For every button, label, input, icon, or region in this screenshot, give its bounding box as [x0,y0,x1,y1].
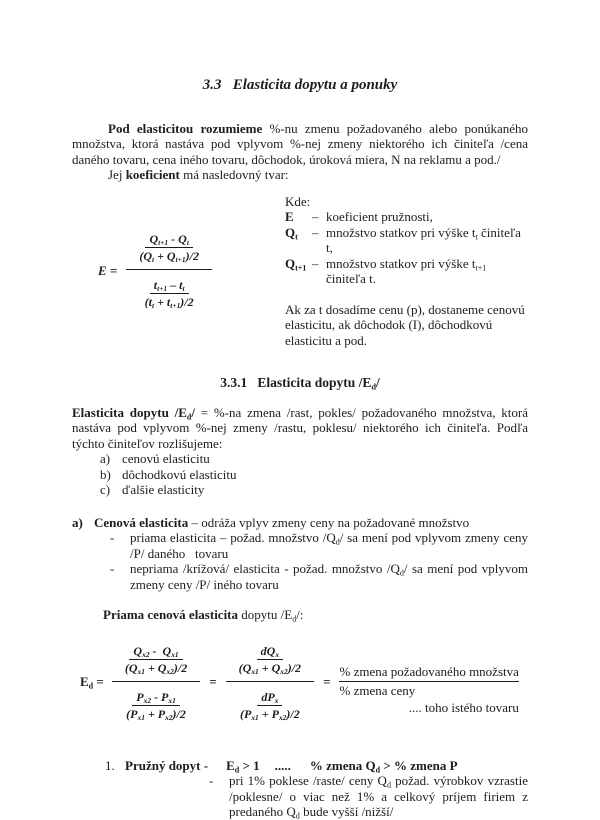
price-elasticity-section [72,515,528,623]
list-text: cenovú elasticitu [122,451,210,466]
formula2-f2-numerator [226,644,314,682]
legend-note: Ak za t dosadíme cenu (p), dostaneme cenovú elasticitu, ak dôchodok (I), dôchodkovú elasticitu a pod. [285,301,525,348]
dash-marker: - [209,773,214,788]
direct-elasticity-rest: dopytu $/E_d/$: [238,607,304,624]
coefficient-bold: koeficient [125,167,180,182]
elasticity-type-list [100,451,528,498]
legend-term: $Q_{t+1}$ [285,255,307,272]
price-elasticity-title-line [94,515,469,531]
item-explanation-text: pri 1% poklese /raste/ ceny $Q_d$ požad. výrobkov vzrastie /poklesne/ o viac než 1% a celkový príjem firiem z predaného $Q_d$ bude vyšší /nižší/ [229,773,528,820]
item-number: 1. [105,757,115,773]
list-item [100,482,528,498]
dash-marker: - [110,561,115,576]
formula2-f1-num-top: $Q_{x2} - Q_{x1}$ [129,644,182,660]
price-elasticity-formula [80,644,528,721]
elasticity-formula [72,194,285,349]
intro-paragraph [72,121,528,168]
formula1-den-top: $t_{t+1} - t_t$ [150,278,189,294]
demand-elasticity-paragraph [72,405,528,452]
elastic-demand-item [105,758,528,820]
item-explanation [209,773,528,820]
legend-term: E [285,209,294,224]
verbal-note: .... toho istého tovaru [408,700,519,716]
legend-block [285,194,528,349]
formula2-f1-den-bottom: $(P_{x1} + P_{x2})/2$ [126,706,186,722]
direct-elasticity-subheading [103,607,528,623]
formula2-f2-den-fraction [240,690,300,721]
coefficient-pre: Jej [108,167,126,182]
list-text: ďalšie elasticity [122,482,205,497]
formula1-numerator-fraction [139,232,199,263]
formula2-fraction-1 [112,644,200,721]
dash-text: nepriama /krížová/ elasticita - požad. množstvo $/Q_d/$ sa mení pod vplyvom zmeny ceny /P/ iného tovaru [130,561,528,592]
elasticity-formula-section [72,194,528,349]
legend-desc: množstvo statkov pri výške $t_{t+1}$ činiteľa t. [326,255,487,286]
legend-row [285,256,528,287]
dash-text: priama elasticita – požad. množstvo $/Q_d/$ sa mení pod vplyvom zmeny ceny /P/ daného tovaru [130,530,528,561]
formula2-f1-num-bottom: $(Q_{x1} + Q_{x2})/2$ [124,660,188,676]
formula1-denominator-fraction [145,278,194,309]
formula2-f1-den-top: $P_{x2} - P_{x1}$ [132,690,180,706]
verbal-numerator: % zmena požadovaného množstva [339,664,518,682]
formula2-f2-num-bottom: $(Q_{x1} + Q_{x2})/2$ [238,660,302,676]
dash-list-item [110,530,528,561]
legend-row [285,209,528,225]
formula1-denominator [132,270,207,309]
coefficient-post: má nasledovný tvar: [179,167,289,182]
legend-dash: – [312,209,319,224]
formula1-den-bottom: $(t_t + t_{t+1})/2$ [144,295,194,311]
list-item [100,451,528,467]
equals-sign: = [323,674,331,690]
dash-list-item [110,561,528,592]
intro-lead-bold: Pod elasticitou rozumieme [108,120,263,136]
demand-elasticity-lead: Elasticita dopytu $/E_d/$ [72,404,195,421]
formula1-lhs: E = [98,263,118,278]
formula1-num-top: $Q_{t+1} - Q_t$ [145,232,192,248]
formula1-numerator [126,232,212,270]
item-result: % zmena $Q_d$ > % zmena P [309,757,458,774]
price-elasticity-heading [72,515,528,531]
item-condition: $E_d > 1$ [226,757,260,774]
formula2-verbal-term [339,664,518,716]
price-elasticity-title: Cenová elasticita [94,514,189,530]
formula2-f2-num-top: $dQ_x$ [257,644,283,660]
demand-elasticity-rest: = %-na zmena /rast, pokles/ požadovaného množstva, ktorá nastáva pod vplyvom %-nej zmeny /rastu, poklesu/ niektorého ich činiteľa. Podľa týchto činiteľov rozlišujeme: [72,404,529,451]
legend-term: $Q_t$ [285,224,298,241]
verbal-fraction [339,664,518,698]
list-marker: b) [100,466,111,482]
formula2-f1-denominator [113,682,199,721]
formula2-f1-numerator [112,644,200,682]
formula2-f1-num-fraction [125,644,187,675]
list-marker: a) [100,451,111,466]
legend-dash: – [312,255,319,271]
dash-marker: - [110,530,115,545]
formula2-fraction-2 [226,644,314,721]
legend-dash: – [312,224,319,240]
list-item [100,467,528,483]
formula2-f2-num-fraction [239,644,301,675]
intro-lead-rest: %-nu zmenu požadovaného alebo ponúkaného množstva, ktorá nastáva pod vplyvom %-nej zmeny niektorého ich činiteľa /cena daného tovaru, cena iného tovaru, dôchodok, úroková miera, N na reklamu a pod./ [72,120,528,167]
section-title: 3.3 Elasticita dopytu a ponuky [202,77,398,93]
formula2-f2-denominator [227,682,313,721]
legend-desc: množstvo statkov pri výške $t_t$ činiteľa t, [326,224,521,255]
legend-label: Kde: [285,193,311,209]
direct-elasticity-bold: Priama cenová elasticita [103,607,239,622]
formula2-f2-den-bottom: $(P_{x1} + P_{x2})/2$ [240,706,300,722]
formula2-f1-den-fraction [126,690,186,721]
subsection-heading: 3.3.1 Elasticita dopytu $/E_d/$ [220,375,380,392]
formula2-f2-den-top: $dP_x$ [257,690,282,706]
elasticity-formula-row [98,232,212,309]
equals-sign: = [209,674,217,690]
formula1-num-bottom: $(Q_t + Q_{t+1})/2$ [139,249,199,265]
price-elasticity-title-rest: – odráža vplyv zmeny ceny na požadované množstvo [188,514,470,530]
item-condition-line [125,758,528,774]
list-marker: c) [100,482,111,497]
price-elasticity-marker: a) [72,514,83,530]
item-body [125,758,528,820]
item-dots: ..... [274,757,291,773]
verbal-denominator: % zmena ceny [339,682,416,698]
legend-desc: koeficient pružnosti, [326,209,433,224]
legend-row [285,225,528,256]
item-label: Pružný dopyt - [125,757,209,773]
list-text: dôchodkovú elasticitu [122,466,237,482]
formula1-fraction [126,232,212,309]
coefficient-line [72,167,528,183]
formula2-lhs: $E_d$ = [80,674,104,691]
